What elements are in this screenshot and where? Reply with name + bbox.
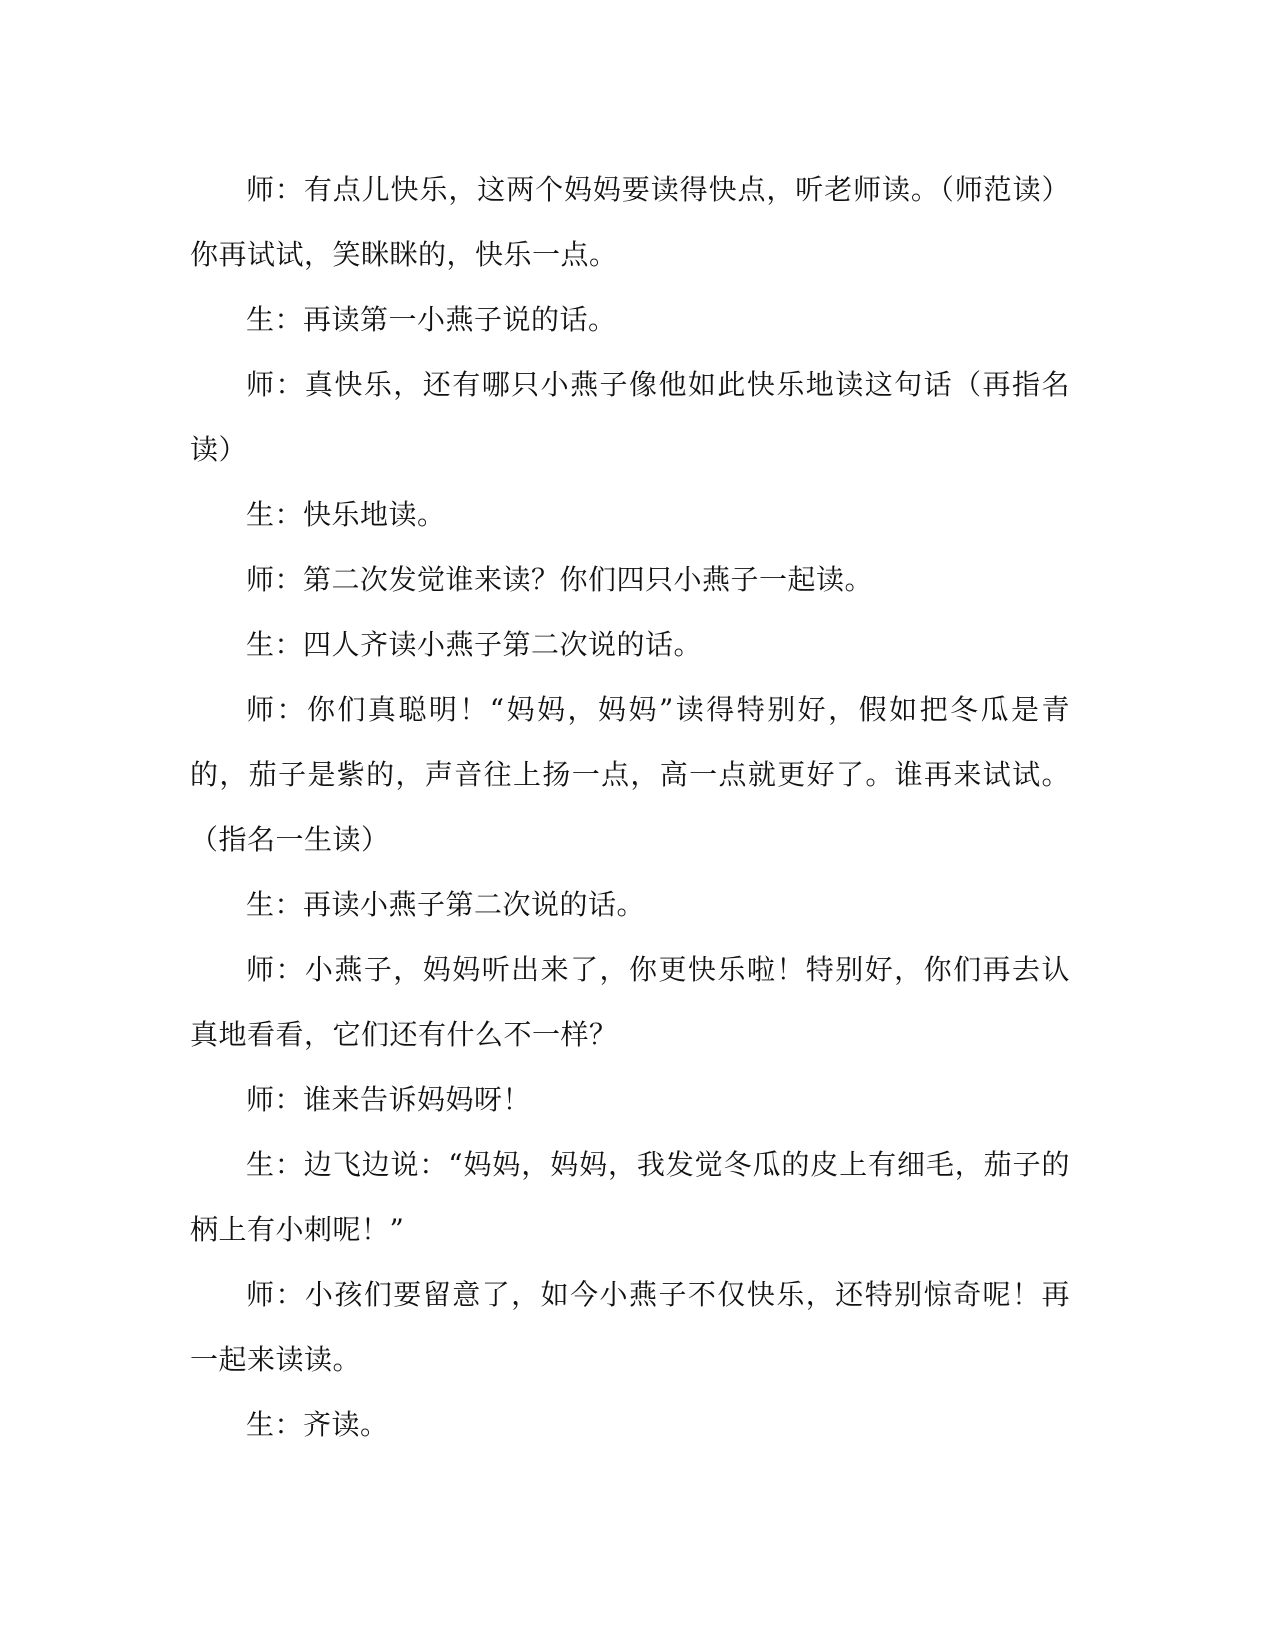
paragraph: 师：小燕子，妈妈听出来了，你更快乐啦！特别好，你们再去认真地看看，它们还有什么不一样？ [190,953,1070,1051]
paragraph: 师：谁来告诉妈妈呀！ [246,1083,532,1116]
paragraph: 师：小孩们要留意了，如今小燕子不仅快乐，还特别惊奇呢！再一起来读读。 [190,1278,1070,1376]
paragraph: 生：齐读。 [246,1408,389,1441]
paragraph: 生：再读第一小燕子说的话。 [246,303,617,336]
paragraph: 生：快乐地读。 [246,498,446,531]
document-body [190,157,1070,1457]
paragraph: 师：第二次发觉谁来读？你们四只小燕子一起读。 [246,563,874,596]
paragraph: 师：有点儿快乐，这两个妈妈要读得快点，听老师读。（师范读）你再试试，笑眯眯的，快乐一点。 [190,173,1070,271]
paragraph: 师：真快乐，还有哪只小燕子像他如此快乐地读这句话（再指名读） [190,368,1070,466]
paragraph: 生：四人齐读小燕子第二次说的话。 [246,628,703,661]
paragraph: 生：再读小燕子第二次说的话。 [246,888,646,921]
paragraph: 师：你们真聪明！“妈妈，妈妈”读得特别好，假如把冬瓜是青的，茄子是紫的，声音往上扬一点，高一点就更好了。谁再来试试。（指名一生读） [190,693,1070,856]
paragraph: 生：边飞边说：“妈妈，妈妈，我发觉冬瓜的皮上有细毛，茄子的柄上有小刺呢！” [190,1148,1070,1246]
